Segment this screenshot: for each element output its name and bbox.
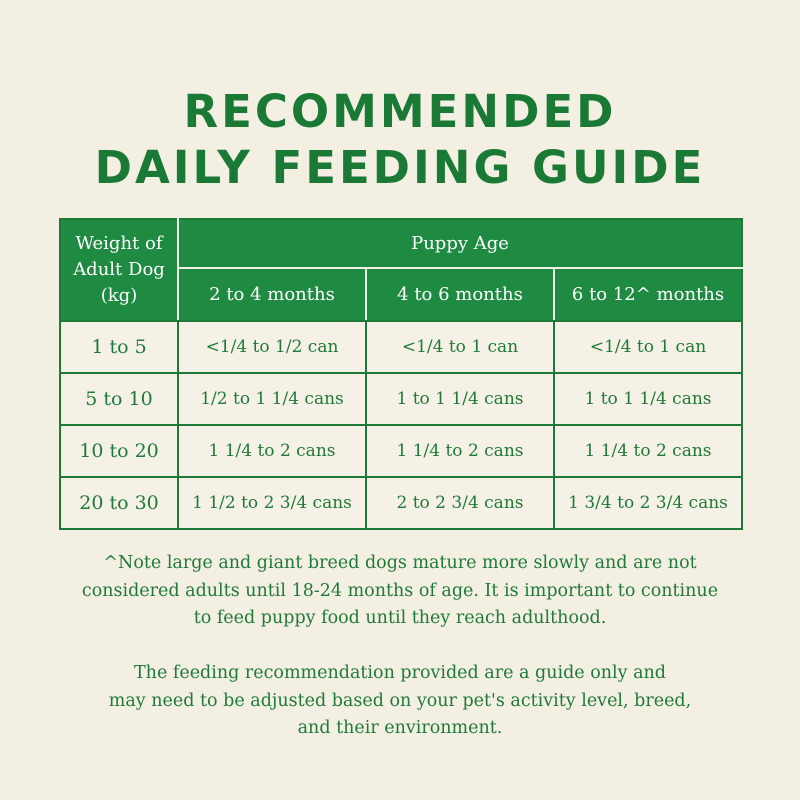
amount-cell: <1/4 to 1 can	[554, 321, 742, 373]
table-header-row	[60, 219, 742, 268]
amount-cell: <1/4 to 1 can	[366, 321, 554, 373]
amount-cell: 1 1/4 to 2 cans	[366, 425, 554, 477]
note-line: considered adults until 18-24 months of age. It is important to continue	[81, 580, 719, 601]
amount-cell: 1 to 1 1/4 cans	[366, 373, 554, 425]
note-line: and their environment.	[297, 718, 503, 738]
weight-column-header	[60, 219, 178, 321]
table-row	[60, 425, 742, 477]
feeding-disclaimer-note	[0, 660, 800, 743]
title-line-2: DAILY FEEDING GUIDE	[94, 141, 706, 194]
weight-header-line: Adult Dog	[73, 259, 165, 280]
feeding-guide-table	[59, 218, 743, 530]
note-line: The feeding recommendation provided are a guide only and	[134, 663, 666, 683]
age-column-header: 2 to 4 months	[178, 268, 366, 321]
amount-cell: 1 1/2 to 2 3/4 cans	[178, 477, 366, 529]
page-title	[0, 84, 800, 196]
weight-header-line: (kg)	[100, 285, 138, 306]
amount-cell: 1 to 1 1/4 cans	[554, 373, 742, 425]
breed-maturity-note	[0, 550, 800, 633]
weight-cell: 1 to 5	[60, 321, 178, 373]
note-line: may need to be adjusted based on your pet's activity level, breed,	[108, 690, 692, 711]
weight-cell: 10 to 20	[60, 425, 178, 477]
amount-cell: 1/2 to 1 1/4 cans	[178, 373, 366, 425]
amount-cell: <1/4 to 1/2 can	[178, 321, 366, 373]
table-row	[60, 321, 742, 373]
weight-cell: 20 to 30	[60, 477, 178, 529]
weight-cell: 5 to 10	[60, 373, 178, 425]
amount-cell: 2 to 2 3/4 cans	[366, 477, 554, 529]
amount-cell: 1 1/4 to 2 cans	[554, 425, 742, 477]
amount-cell: 1 1/4 to 2 cans	[178, 425, 366, 477]
title-line-1: RECOMMENDED	[183, 85, 617, 138]
age-column-header: 6 to 12^ months	[554, 268, 742, 321]
amount-cell: 1 3/4 to 2 3/4 cans	[554, 477, 742, 529]
table-row	[60, 373, 742, 425]
weight-header-line: Weight of	[75, 233, 163, 254]
note-line: to feed puppy food until they reach adulthood.	[193, 608, 607, 628]
puppy-age-header: Puppy Age	[178, 219, 742, 268]
age-column-header: 4 to 6 months	[366, 268, 554, 321]
table-row	[60, 477, 742, 529]
note-line: ^Note large and giant breed dogs mature more slowly and are not	[103, 553, 697, 573]
